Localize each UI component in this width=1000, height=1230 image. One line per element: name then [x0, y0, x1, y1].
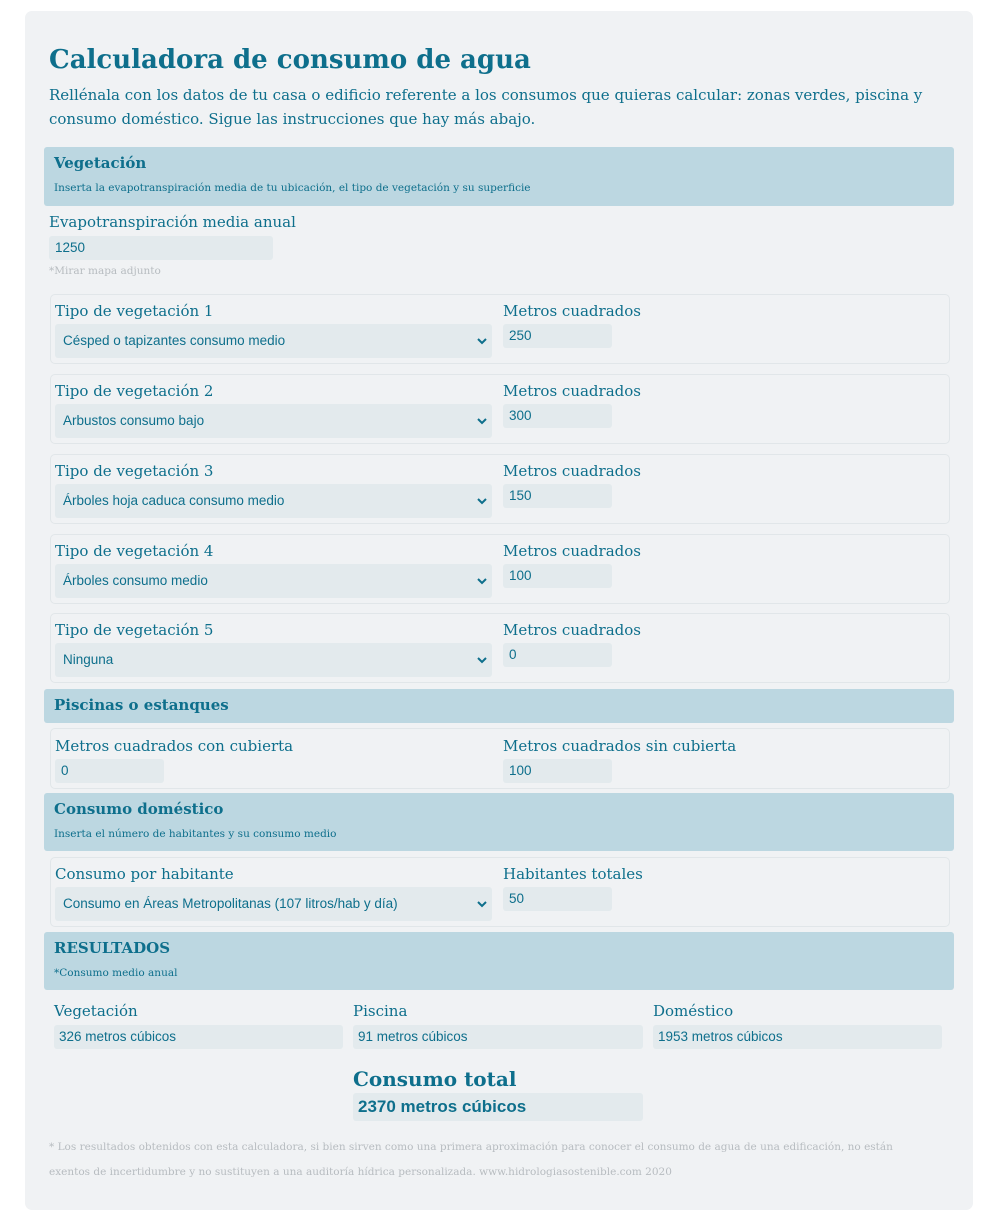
domestico-subtitle: Inserta el número de habitantes y su consumo medio	[54, 828, 337, 840]
vegetation-type-value: Arbustos consumo bajo	[63, 413, 205, 428]
area-label: Metros cuadrados	[503, 382, 641, 400]
result-pool-label: Piscina	[353, 1002, 408, 1020]
per-habitant-select[interactable]	[55, 887, 492, 921]
area-input[interactable]: 0	[503, 643, 612, 667]
vegetation-type-value: Ninguna	[63, 652, 114, 667]
vegetacion-subtitle: Inserta la evapotranspiración media de tu ubicación, el tipo de vegetación y su superficie	[54, 182, 531, 194]
vegetacion-header	[44, 147, 954, 206]
total-label: Consumo total	[353, 1067, 517, 1091]
vegetation-type-label: Tipo de vegetación 2	[55, 382, 214, 400]
result-pool-value: 91 metros cúbicos	[353, 1025, 643, 1049]
area-input[interactable]: 100	[503, 564, 612, 588]
evapo-note: *Mirar mapa adjunto	[49, 265, 161, 277]
chevron-down-icon	[476, 324, 488, 358]
vegetation-row	[50, 613, 950, 683]
uncovered-label: Metros cuadrados sin cubierta	[503, 737, 737, 755]
chevron-down-icon	[476, 643, 488, 677]
vegetacion-title: Vegetación	[54, 154, 147, 172]
vegetation-row	[50, 294, 950, 364]
chevron-down-icon	[476, 484, 488, 518]
area-label: Metros cuadrados	[503, 302, 641, 320]
vegetation-type-select[interactable]	[55, 404, 492, 438]
uncovered-input[interactable]: 100	[503, 759, 612, 783]
per-habitant-value: Consumo en Áreas Metropolitanas (107 litros/hab y día)	[63, 896, 398, 911]
area-label: Metros cuadrados	[503, 542, 641, 560]
domestico-title: Consumo doméstico	[54, 800, 224, 818]
vegetation-type-label: Tipo de vegetación 1	[55, 302, 214, 320]
vegetation-type-label: Tipo de vegetación 5	[55, 621, 214, 639]
chevron-down-icon	[476, 404, 488, 438]
area-label: Metros cuadrados	[503, 621, 641, 639]
evapo-input[interactable]: 1250	[49, 236, 273, 260]
area-label: Metros cuadrados	[503, 462, 641, 480]
covered-input[interactable]: 0	[55, 759, 164, 783]
area-input[interactable]: 250	[503, 324, 612, 348]
resultados-subtitle: *Consumo medio anual	[54, 967, 178, 979]
intro-text: Rellénala con los datos de tu casa o edificio referente a los consumos que quieras calcular: zonas verdes, piscina y consumo doméstico. Sigue las instrucciones que hay más abajo.	[49, 86, 923, 128]
disclaimer-text: * Los resultados obtenidos con esta calculadora, si bien sirven como una primera aproximación para conocer el consumo de agua de una edificación, no están exentos de incertidumbre y no sustituyen a una auditoría hídrica personalizada. www.hidrologiasostenible.com 2020	[49, 1141, 893, 1178]
chevron-down-icon	[476, 887, 488, 921]
covered-label: Metros cuadrados con cubierta	[55, 737, 294, 755]
result-domestic-label: Doméstico	[653, 1002, 734, 1020]
vegetation-type-select[interactable]	[55, 564, 492, 598]
chevron-down-icon	[476, 564, 488, 598]
vegetation-type-value: Césped o tapizantes consumo medio	[63, 333, 286, 348]
vegetation-type-label: Tipo de vegetación 4	[55, 542, 214, 560]
domestico-group	[50, 857, 950, 927]
vegetation-type-select[interactable]	[55, 484, 492, 518]
vegetation-type-label: Tipo de vegetación 3	[55, 462, 214, 480]
per-habitant-label: Consumo por habitante	[55, 865, 234, 883]
piscinas-title: Piscinas o estanques	[54, 696, 229, 714]
piscinas-group	[50, 728, 950, 789]
calculator-card	[25, 11, 973, 1210]
result-veg-value: 326 metros cúbicos	[54, 1025, 343, 1049]
result-veg-label: Vegetación	[54, 1002, 138, 1020]
evapo-label: Evapotranspiración media anual	[49, 213, 296, 231]
area-input[interactable]: 300	[503, 404, 612, 428]
resultados-header	[44, 932, 954, 990]
vegetation-type-value: Árboles consumo medio	[63, 573, 208, 588]
piscinas-header	[44, 689, 954, 723]
vegetation-type-select[interactable]	[55, 324, 492, 358]
vegetation-row	[50, 454, 950, 524]
page-title: Calculadora de consumo de agua	[49, 45, 531, 75]
vegetation-row	[50, 374, 950, 444]
vegetation-type-value: Árboles hoja caduca consumo medio	[63, 493, 285, 508]
habitants-label: Habitantes totales	[503, 865, 643, 883]
vegetation-type-select[interactable]	[55, 643, 492, 677]
area-input[interactable]: 150	[503, 484, 612, 508]
habitants-input[interactable]: 50	[503, 887, 612, 911]
vegetation-row	[50, 534, 950, 604]
total-value: 2370 metros cúbicos	[353, 1093, 643, 1121]
result-domestic-value: 1953 metros cúbicos	[653, 1025, 942, 1049]
domestico-header	[44, 793, 954, 851]
resultados-title: RESULTADOS	[54, 939, 171, 957]
